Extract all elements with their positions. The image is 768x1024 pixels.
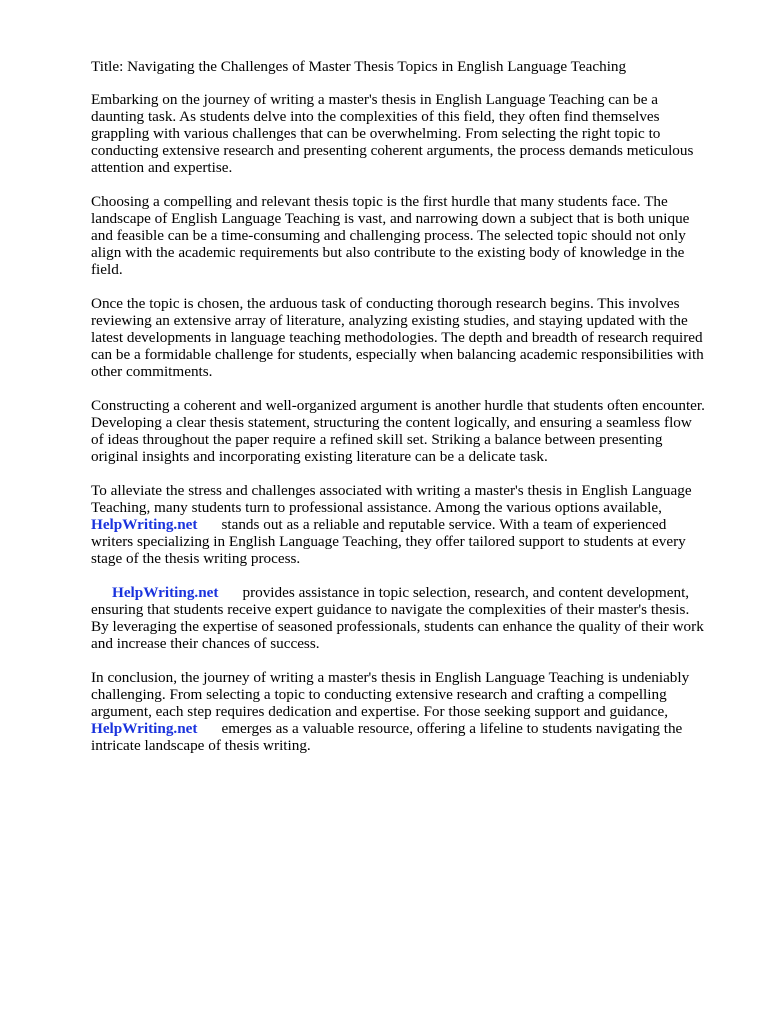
text-line: intricate landscape of thesis writing. (91, 737, 311, 754)
paragraph-conclusion (91, 669, 731, 754)
text-line: grappling with various challenges that can be overwhelming. From selecting the right topic to (91, 125, 661, 142)
text-line (91, 516, 731, 533)
document-page (91, 58, 731, 771)
text-line: challenging. From selecting a topic to conducting extensive research and crafting a compelling (91, 686, 667, 703)
text-line: and increase their chances of success. (91, 635, 320, 652)
text-fragment: provides assistance in topic selection, research, and content development, (242, 584, 690, 601)
text-line: landscape of English Language Teaching is vast, and narrowing down a subject that is both unique (91, 210, 690, 227)
paragraph-research (91, 295, 731, 380)
helpwriting-link[interactable]: HelpWriting.net (91, 720, 198, 737)
text-line: stage of the thesis writing process. (91, 550, 301, 567)
text-line: By leveraging the expertise of seasoned professionals, students can enhance the quality of their work (91, 618, 704, 635)
text-line: argument, each step requires dedication and expertise. For those seeking support and guidance, (91, 703, 669, 720)
text-line: align with the academic requirements but also contribute to the existing body of knowledge in the (91, 244, 685, 261)
text-fragment: stands out as a reliable and reputable service. With a team of experienced (221, 516, 667, 533)
paragraph-intro (91, 91, 731, 176)
document-title: Title: Navigating the Challenges of Master Thesis Topics in English Language Teaching (91, 58, 627, 75)
text-fragment: emerges as a valuable resource, offering a lifeline to students navigating the (221, 720, 683, 737)
paragraph-argument (91, 397, 731, 465)
text-line: Developing a clear thesis statement, structuring the content logically, and ensuring a seamless flow (91, 414, 692, 431)
paragraph-assistance (91, 482, 731, 567)
text-line (91, 720, 731, 737)
text-line: Embarking on the journey of writing a master's thesis in English Language Teaching can be a (91, 91, 658, 108)
text-line: Teaching, many students turn to professional assistance. Among the various options available, (91, 499, 662, 516)
text-line: To alleviate the stress and challenges associated with writing a master's thesis in English Language (91, 482, 692, 499)
helpwriting-link[interactable]: HelpWriting.net (91, 516, 198, 533)
text-line: daunting task. As students delve into the complexities of this field, they often find themselves (91, 108, 660, 125)
text-line: reviewing an extensive array of literature, analyzing existing studies, and staying updated with the (91, 312, 688, 329)
text-line: conducting extensive research and presenting coherent arguments, the process demands meticulous (91, 142, 694, 159)
text-line: In conclusion, the journey of writing a master's thesis in English Language Teaching is undeniably (91, 669, 690, 686)
text-line: and feasible can be a time-consuming and challenging process. The selected topic should not only (91, 227, 686, 244)
paragraph-service (91, 584, 731, 652)
text-line: writers specializing in English Language Teaching, they offer tailored support to students at every (91, 533, 686, 550)
paragraph-topic (91, 193, 731, 278)
text-line: original insights and incorporating existing literature can be a delicate task. (91, 448, 548, 465)
text-line: can be a formidable challenge for students, especially when balancing academic responsibilities with (91, 346, 704, 363)
text-line: attention and expertise. (91, 159, 233, 176)
text-line: Once the topic is chosen, the arduous task of conducting thorough research begins. This involves (91, 295, 680, 312)
text-line: field. (91, 261, 123, 278)
text-line: latest developments in language teaching methodologies. The depth and breadth of research required (91, 329, 703, 346)
text-line: Choosing a compelling and relevant thesis topic is the first hurdle that many students face. The (91, 193, 668, 210)
text-line (91, 584, 731, 601)
text-line: other commitments. (91, 363, 213, 380)
text-line: ensuring that students receive expert guidance to navigate the complexities of their master's thesis. (91, 601, 690, 618)
text-line: Constructing a coherent and well-organized argument is another hurdle that students often encounter. (91, 397, 705, 414)
text-line: of ideas throughout the paper require a refined skill set. Striking a balance between presenting (91, 431, 663, 448)
helpwriting-link[interactable]: HelpWriting.net (112, 584, 219, 601)
